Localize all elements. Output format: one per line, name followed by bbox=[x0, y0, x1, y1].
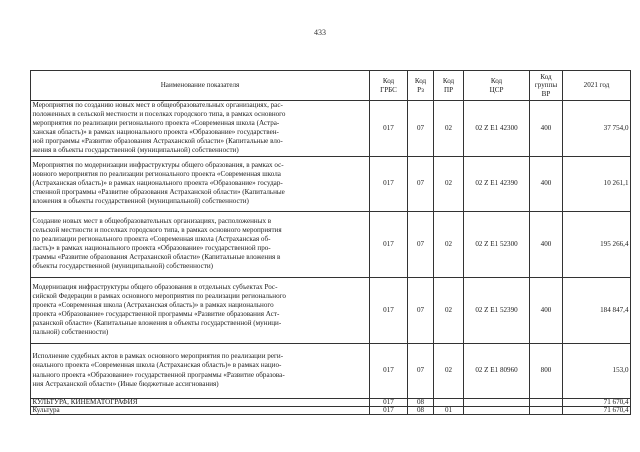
row-pr: 02 bbox=[434, 277, 464, 343]
row-grbs: 017 bbox=[370, 398, 408, 406]
row-csr: 02 Z E1 52300 bbox=[464, 211, 530, 277]
row-csr: 02 Z E1 42390 bbox=[464, 156, 530, 211]
table-row bbox=[31, 343, 631, 398]
row-name: Мероприятия по модернизации инфраструктуры общего образования, в рамках ос- новного мероприятия по реализации регионального проекта «Современная школа (Астраханская область)» в рамках национального проекта «Образование» государ- ственной программы «Развитие образования Астраханской области» (Капитальные вложения в объекты государственной (муниципальной) собственности) bbox=[31, 156, 370, 211]
header-vr: Код группы ВР bbox=[530, 71, 563, 101]
row-rz: 07 bbox=[408, 277, 434, 343]
row-rz: 07 bbox=[408, 343, 434, 398]
row-amount: 37 754,0 bbox=[563, 101, 631, 157]
row-pr bbox=[434, 398, 464, 406]
header-name: Наименование показателя bbox=[31, 71, 370, 101]
row-amount: 153,0 bbox=[563, 343, 631, 398]
row-rz: 08 bbox=[408, 406, 434, 414]
row-amount: 195 266,4 bbox=[563, 211, 631, 277]
header-year: 2021 год bbox=[563, 71, 631, 101]
table-row bbox=[31, 398, 631, 406]
row-pr: 02 bbox=[434, 156, 464, 211]
table-row bbox=[31, 406, 631, 414]
row-vr bbox=[530, 398, 563, 406]
row-csr: 02 Z E1 80960 bbox=[464, 343, 530, 398]
row-pr: 02 bbox=[434, 211, 464, 277]
row-csr bbox=[464, 406, 530, 414]
row-vr: 400 bbox=[530, 277, 563, 343]
row-name: Исполнение судебных актов в рамках основного мероприятия по реализации реги- онального проекта «Современная школа (Астраханская область)» в рамках нацио- нального проекта «Образование» государственной программы «Развитие образова- ния Астраханской области» (Иные бюджетные ассигнования) bbox=[31, 343, 370, 398]
header-csr: Код ЦСР bbox=[464, 71, 530, 101]
row-pr: 02 bbox=[434, 101, 464, 157]
row-grbs: 017 bbox=[370, 211, 408, 277]
row-amount: 184 847,4 bbox=[563, 277, 631, 343]
row-pr: 01 bbox=[434, 406, 464, 414]
row-name: Мероприятия по созданию новых мест в общеобразовательных организациях, рас- положенных в сельской местности и поселках городского типа, в рамках основного мероприятия по реализации регионального проекта «Современная школа (Астра- ханская область)» в рамках национального проекта «Образование» государствен- ной программы «Развитие образования Астраханской области» (Капитальные вло- жения в объекты государственной (муниципальной) собственности) bbox=[31, 101, 370, 157]
row-amount: 71 670,4 bbox=[563, 398, 631, 406]
row-pr: 02 bbox=[434, 343, 464, 398]
row-grbs: 017 bbox=[370, 343, 408, 398]
row-amount: 71 670,4 bbox=[563, 406, 631, 414]
row-vr bbox=[530, 406, 563, 414]
row-name: Модернизация инфраструктуры общего образования в отдельных субъектах Рос- сийской Федерации в рамках основного мероприятия по реализации регионального проекта «Современная школа (Астраханская область)» в рамках национального проекта «Образование» государственной программы «Развитие образования Аст- раханской области» (Капитальные вложения в объекты государственной (муници- пальной) собственности) bbox=[31, 277, 370, 343]
row-vr: 400 bbox=[530, 156, 563, 211]
row-csr bbox=[464, 398, 530, 406]
row-vr: 800 bbox=[530, 343, 563, 398]
row-grbs: 017 bbox=[370, 277, 408, 343]
header-rz: Код Рз bbox=[408, 71, 434, 101]
row-grbs: 017 bbox=[370, 101, 408, 157]
row-csr: 02 Z E1 42300 bbox=[464, 101, 530, 157]
table-row bbox=[31, 211, 631, 277]
row-rz: 08 bbox=[408, 398, 434, 406]
table-row bbox=[31, 101, 631, 157]
header-grbs: Код ГРБС bbox=[370, 71, 408, 101]
row-name: КУЛЬТУРА, КИНЕМАТОГРАФИЯ bbox=[31, 398, 370, 406]
table-row bbox=[31, 277, 631, 343]
row-rz: 07 bbox=[408, 156, 434, 211]
page-number: 433 bbox=[314, 28, 326, 37]
row-rz: 07 bbox=[408, 211, 434, 277]
row-amount: 10 261,1 bbox=[563, 156, 631, 211]
table-row bbox=[31, 156, 631, 211]
row-name: Создание новых мест в общеобразовательных организациях, расположенных в сельской местности и поселках городского типа, в рамках основного мероприятия по реализации регионального проекта «Современная школа (Астраханская об- ласть)» в рамках национального проекта «Образование» государственной про- граммы «Развитие образования Астраханской области» (Капитальные вложения в объекты государственной (муниципальной) собственности) bbox=[31, 211, 370, 277]
budget-table bbox=[30, 70, 631, 415]
row-vr: 400 bbox=[530, 211, 563, 277]
row-vr: 400 bbox=[530, 101, 563, 157]
header-pr: Код ПР bbox=[434, 71, 464, 101]
row-grbs: 017 bbox=[370, 156, 408, 211]
row-csr: 02 Z E1 52390 bbox=[464, 277, 530, 343]
table-header-row bbox=[31, 71, 631, 101]
row-rz: 07 bbox=[408, 101, 434, 157]
row-grbs: 017 bbox=[370, 406, 408, 414]
row-name: Культура bbox=[31, 406, 370, 414]
